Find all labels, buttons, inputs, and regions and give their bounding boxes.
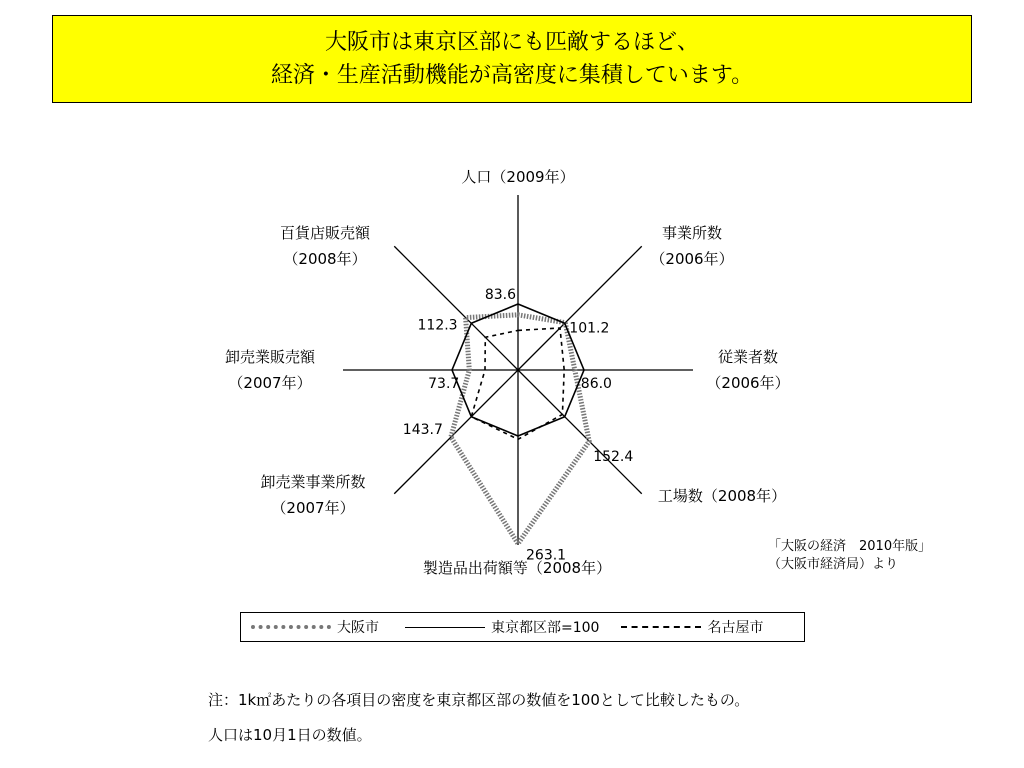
legend-item-osaka bbox=[251, 617, 379, 637]
title-line-2: 経済・生産活動機能が高密度に集積しています。 bbox=[270, 63, 754, 88]
source-line-1: 「大阪の経済 2010年版」 bbox=[768, 539, 932, 554]
value-label-6: 73.7 bbox=[428, 376, 460, 392]
axis-label-6: 卸売業販売額（2007年） bbox=[224, 348, 316, 392]
legend-item-tokyo bbox=[405, 617, 599, 637]
axis-label-3: 工場数（2008年） bbox=[657, 487, 787, 505]
value-label-2: 86.0 bbox=[580, 376, 612, 392]
value-label-1: 101.2 bbox=[569, 320, 610, 337]
legend-label-tokyo: 東京都区部=100 bbox=[491, 620, 600, 636]
legend-item-nagoya bbox=[621, 617, 763, 637]
legend-label-osaka: 大阪市 bbox=[337, 620, 379, 636]
note-line-2: 人口は10月1日の数値。 bbox=[208, 726, 372, 744]
series-line-0 bbox=[451, 315, 589, 544]
value-label-4: 263.1 bbox=[526, 547, 567, 564]
legend-label-nagoya: 名古屋市 bbox=[707, 620, 764, 636]
footnotes bbox=[208, 683, 749, 753]
legend-swatch-tokyo bbox=[405, 627, 485, 628]
title-line-1: 大阪市は東京区部にも匹敵するほど、 bbox=[324, 30, 699, 55]
legend-swatch-nagoya bbox=[621, 626, 701, 628]
axis-line-7 bbox=[394, 246, 518, 370]
axis-label-2: 従業者数（2006年） bbox=[706, 348, 790, 392]
value-label-7: 112.3 bbox=[417, 317, 458, 334]
chart-legend bbox=[240, 612, 805, 642]
value-label-3: 152.4 bbox=[593, 449, 634, 466]
axis-label-5: 卸売業事業所数（2007年） bbox=[260, 473, 366, 517]
source-line-2: （大阪市経済局）より bbox=[768, 557, 899, 572]
source-note bbox=[768, 538, 931, 574]
axis-label-4: 製造品出荷額等（2008年） bbox=[422, 559, 612, 577]
value-label-5: 143.7 bbox=[402, 422, 443, 439]
axis-label-1: 事業所数（2006年） bbox=[650, 224, 734, 268]
note-line-1: 注：1k㎡あたりの各項目の密度を東京都区部の数値を100として比較したもの。 bbox=[208, 691, 750, 709]
axis-label-7: 百貨店販売額（2008年） bbox=[279, 224, 371, 268]
legend-swatch-osaka bbox=[251, 625, 331, 629]
value-label-0: 83.6 bbox=[484, 286, 516, 303]
axis-line-1 bbox=[518, 246, 642, 370]
axis-label-0: 人口（2009年） bbox=[461, 168, 575, 186]
